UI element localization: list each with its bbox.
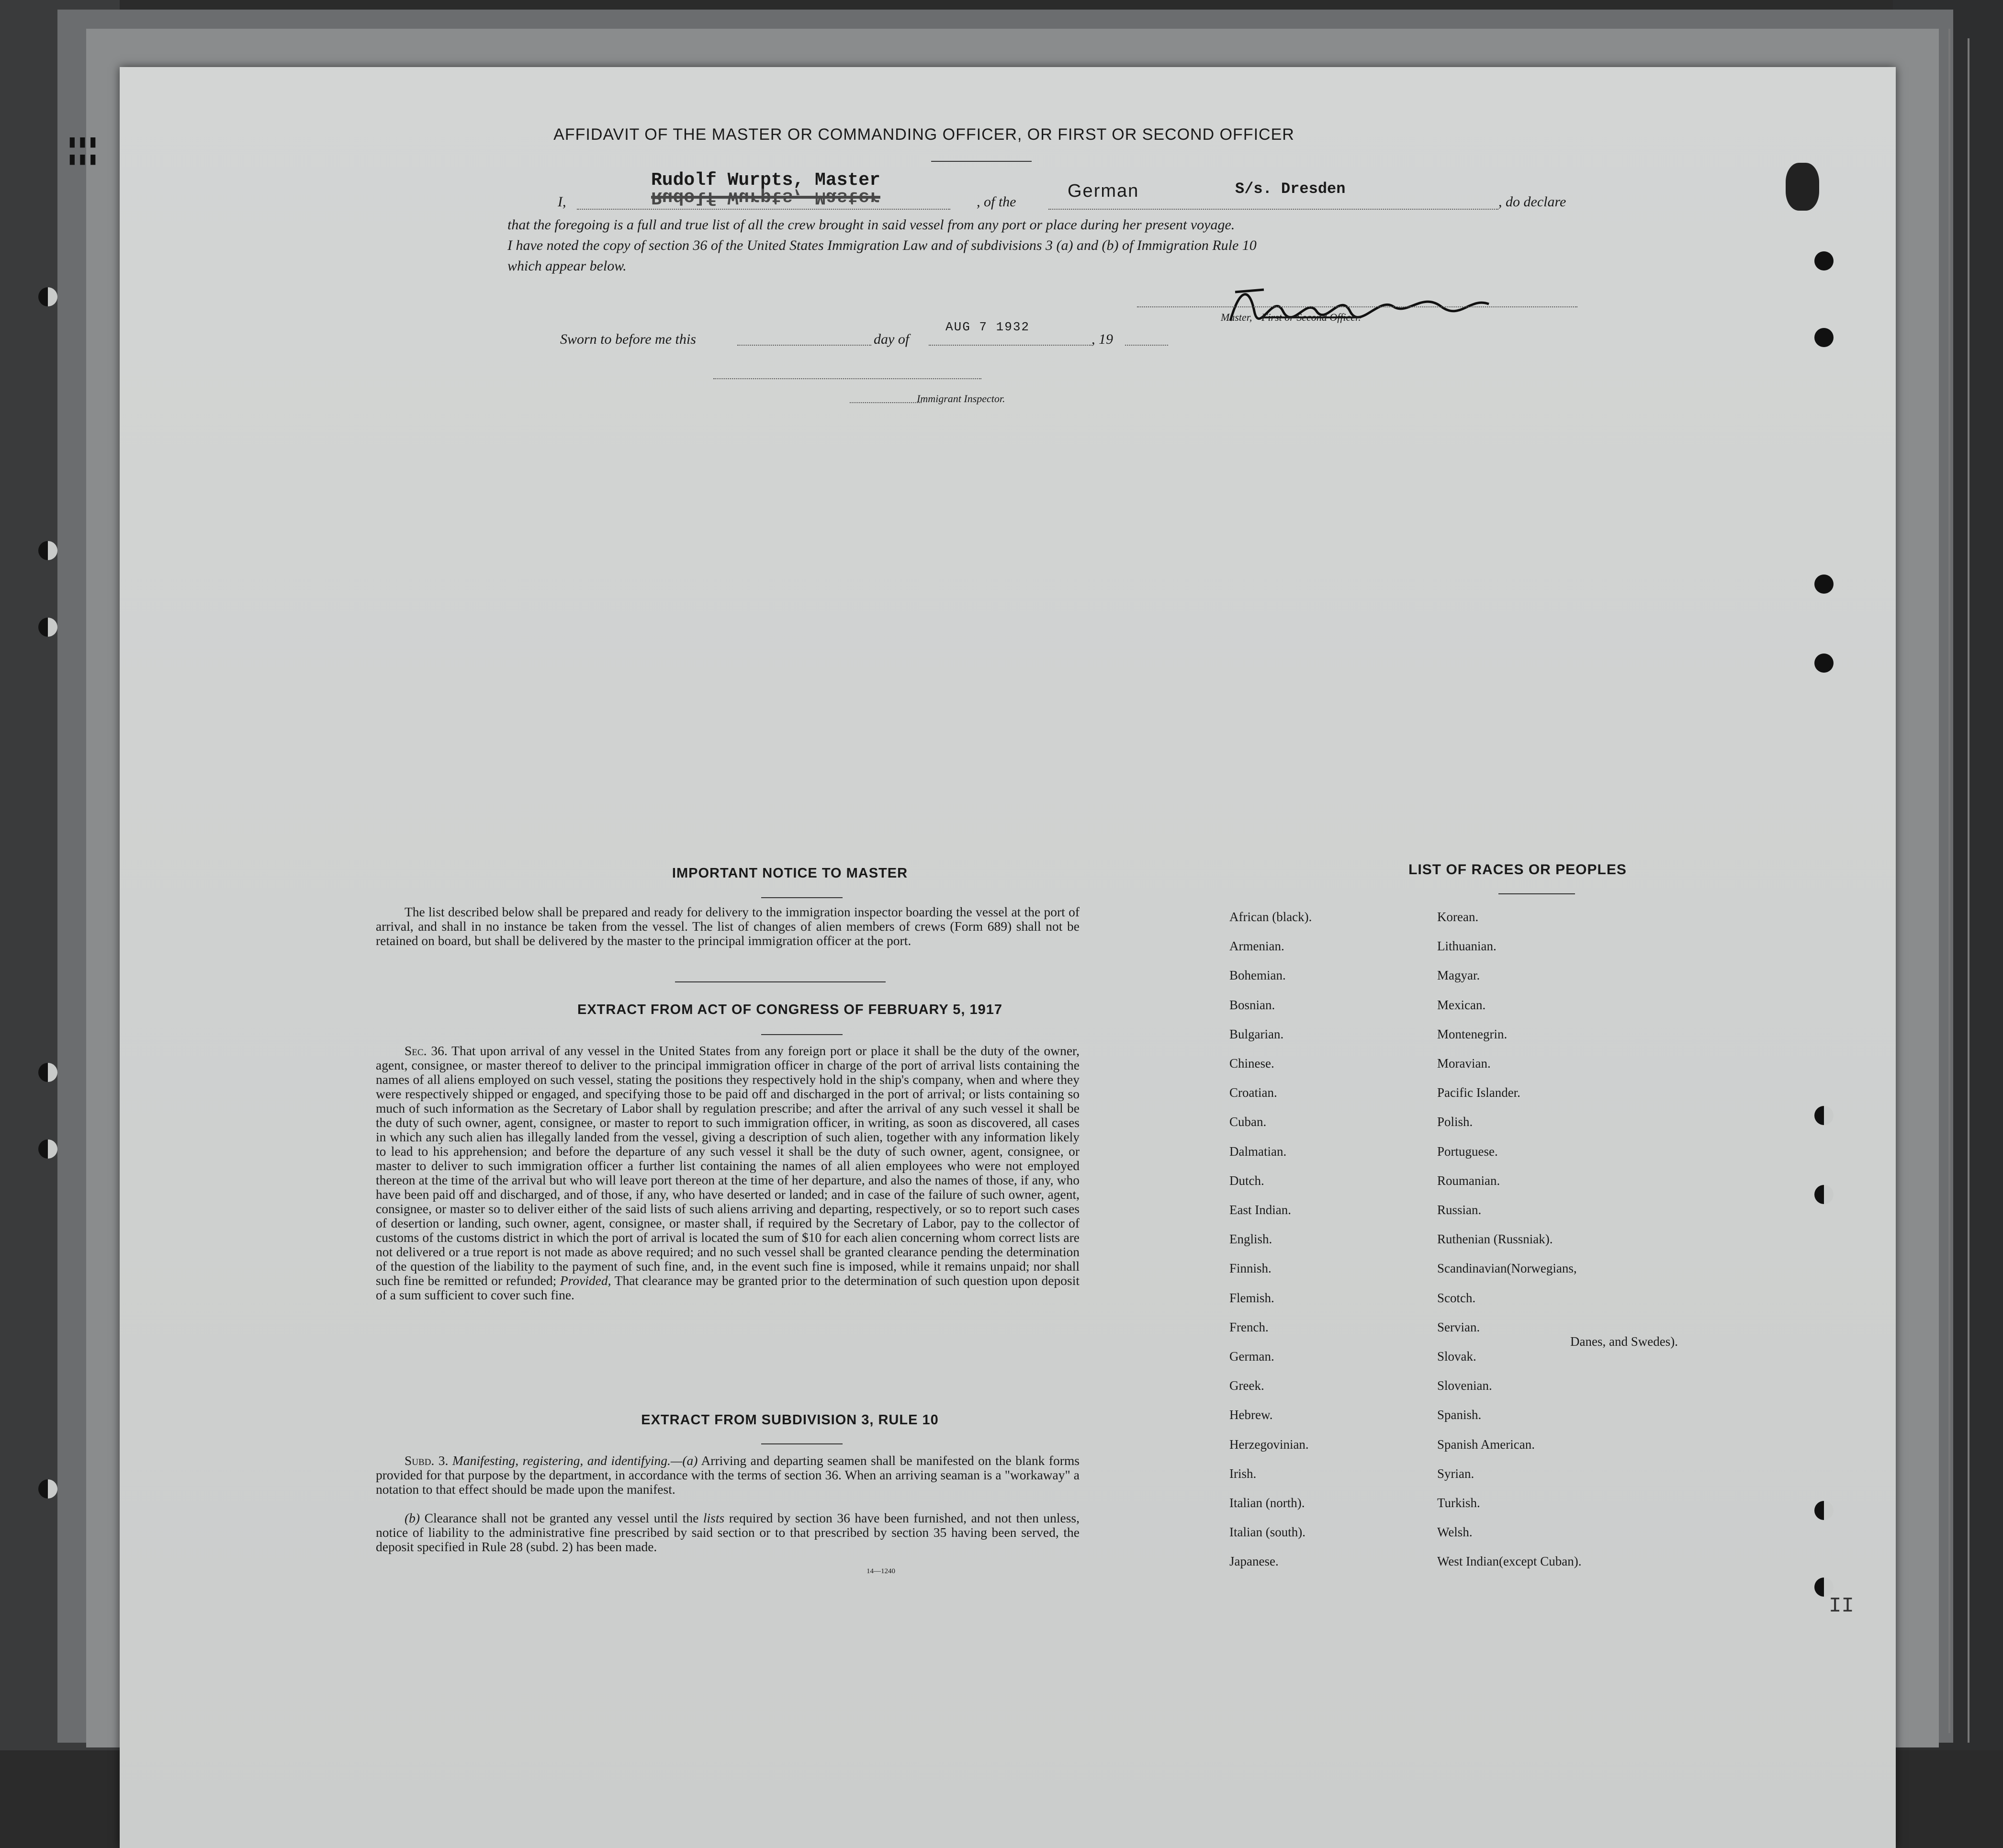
act-provided: Provided, (560, 1273, 611, 1288)
punch-hole (1814, 328, 1834, 347)
affidavit-i-label: I, (558, 194, 566, 210)
manifest-page (120, 67, 1896, 1848)
notice-divider (675, 981, 886, 982)
inspector-label: Immigrant Inspector. (917, 393, 1005, 405)
rule-a-body (376, 1454, 1080, 1497)
title-rule (931, 161, 1032, 162)
punch-hole (38, 287, 57, 306)
master-name: Rudolf Wurpts, Master (651, 170, 880, 191)
race-item: Dutch. (1229, 1173, 1264, 1188)
race-item: Dalmatian. (1229, 1144, 1287, 1159)
race-item: Bosnian. (1229, 997, 1275, 1012)
race-item: Russian. (1437, 1203, 1482, 1217)
notice-title: IMPORTANT NOTICE TO MASTER (672, 866, 908, 881)
punch-hole (1814, 251, 1834, 270)
race-item: Armenian. (1229, 939, 1284, 954)
act-text: That upon arrival of any vessel in the United States from any foreign port or place it shall be the duty of the owner, agent, consignee, or master thereof to deliver to the principal immigration officer in charge of the port of arrival lists containing the names of all aliens employed on such vessel, stating the positions they respectively hold in the ship's company, when and where they were respectively shipped or engaged, and specifying those to be paid off and discharged in the port of arrival; or lists containing so much of such information as the Secretary of Labor shall by regulation prescribe; and after the arrival of any such vessel it shall be the duty of such owner, agent, consignee, or master to report to such immigration officer, in writing, as soon as discovered, all cases in which any such alien has illegally landed from the vessel, giving a description of such alien, together with any information likely to lead to his apprehension; and before the departure of any such vessel it shall be the duty of such owner, agent, consignee, or master to deliver to such immigration officer a further list containing the names of all alien employees who were not employed thereon at the time of the arrival but who will leave port thereon at the time of her departure, and also the names of those, if any, who have been paid off and discharged, and of those, if any, who have deserted or landed; and in case of the failure of such owner, agent, consignee, or master so to deliver either of the said lists of such aliens arriving and departing, respectively, or so to report such cases of desertion or landing, such owner, agent, consignee, or master shall, if required by the Secretary of Labor, pay to the collector of customs of the customs district in which the port of arrival is located the sum of $10 for each alien concerning whom correct lists are not delivered or a true report is not made as above required; and no such vessel shall be granted clearance pending the determination of the question of the liability to the payment of such fine, and, in the event such fine is imposed, while it remains unpaid; nor shall such fine be remitted or refunded; (376, 1043, 1080, 1288)
punch-hole (1814, 654, 1834, 673)
act-body (376, 1044, 1080, 1302)
races-title: LIST OF RACES OR PEOPLES (1408, 862, 1627, 878)
notice-rule (761, 897, 843, 898)
margin-stamp: ▮▮▮ ▮▮▮ (67, 133, 99, 169)
affidavit-line-2: that the foregoing is a full and true list of all the crew brought in said vessel from any port or place during her present voyage. (507, 217, 1235, 233)
inspector-line-1 (713, 378, 981, 379)
sworn-day-line (737, 345, 871, 346)
inspector-line-2 (850, 402, 922, 403)
race-item: Greek. (1229, 1378, 1264, 1393)
race-item: Japanese. (1229, 1554, 1279, 1569)
race-item: Spanish American. (1437, 1437, 1535, 1452)
race-item: English. (1229, 1232, 1272, 1247)
race-item: East Indian. (1229, 1203, 1291, 1217)
affidavit-title: AFFIDAVIT OF THE MASTER OR COMMANDING OFFICER, OR FIRST OR SECOND OFFICER (553, 125, 1294, 144)
race-item: Lithuanian. (1437, 939, 1497, 954)
master-label: Master, (1221, 311, 1252, 323)
rule-rule (761, 1443, 843, 1444)
declare-label: , do declare (1498, 194, 1566, 210)
sheet-edge (1948, 29, 1950, 1733)
race-item: Mexican. (1437, 997, 1486, 1012)
officer-struck: First or Second Officer. (1261, 311, 1361, 323)
sworn-label: Sworn to before me this (560, 331, 696, 347)
race-item: Moravian. (1437, 1056, 1491, 1070)
race-item: West Indian(except Cuban). (1437, 1554, 1582, 1569)
race-item: Slovenian. (1437, 1378, 1492, 1393)
punch-hole (38, 1479, 57, 1499)
affidavit-line-3: I have noted the copy of section 36 of the United States Immigration Law and of subdivisions 3 (a) and (b) of Immigration Rule 10 (507, 237, 1257, 253)
race-item: Scotch. (1437, 1290, 1476, 1305)
race-item: Chinese. (1229, 1056, 1274, 1070)
year-label: , 19 (1092, 331, 1113, 347)
act-rule (761, 1034, 843, 1035)
race-item: Welsh. (1437, 1525, 1473, 1540)
corner-mark: II (1829, 1594, 1854, 1618)
race-item: Bohemian. (1229, 968, 1286, 983)
race-item: Pacific Islander. (1437, 1085, 1520, 1100)
of-the-label: , of the (977, 194, 1016, 210)
sheet-edge (1968, 38, 1969, 1743)
punch-hole (38, 541, 57, 560)
act-title: EXTRACT FROM ACT OF CONGRESS OF FEBRUARY 5, 1917 (577, 1002, 1003, 1017)
race-item: Herzegovinian. (1229, 1437, 1309, 1452)
race-item: Italian (north). (1229, 1496, 1305, 1510)
race-item: African (black). (1229, 910, 1312, 924)
notice-body: The list described below shall be prepared and ready for delivery to the immigration inspector boarding the vessel at the port of arrival, and shall in no instance be taken from the vessel. The list of changes of alien members of crews (Form 689) shall not be retained on board, but shall be delivered by the master to the principal immigration officer at the port. (376, 904, 1080, 948)
year-line (1125, 345, 1168, 346)
master-name-struck: Rudolf Wurpts, Master (651, 187, 880, 207)
vessel-name: S/s. Dresden (1235, 180, 1346, 198)
date-stamp: AUG 7 1932 (945, 320, 1030, 334)
race-item: Ruthenian (Russniak). (1437, 1232, 1553, 1247)
race-item: Portuguese. (1437, 1144, 1498, 1159)
punch-hole (1814, 1106, 1834, 1125)
punch-hole (38, 1139, 57, 1159)
signature-line (1137, 306, 1577, 307)
race-item: Scandinavian(Norwegians, (1437, 1261, 1577, 1276)
sworn-month-line (929, 345, 1092, 346)
punch-hole (1814, 1578, 1834, 1597)
rule-b-body (376, 1511, 1080, 1554)
act-section: Sec. 36. (405, 1043, 448, 1058)
race-item: Finnish. (1229, 1261, 1272, 1276)
punch-hole (38, 1063, 57, 1082)
form-number: 14—1240 (866, 1567, 895, 1575)
race-item: Spanish. (1437, 1408, 1482, 1422)
vessel-line (1048, 209, 1498, 210)
race-item: Croatian. (1229, 1085, 1277, 1100)
race-item: Flemish. (1229, 1290, 1274, 1305)
race-item: Slovak. (1437, 1349, 1476, 1363)
rule-b-lists: lists (703, 1510, 725, 1525)
punch-hole (1814, 1501, 1834, 1520)
race-item-continued: Danes, and Swedes). (1570, 1334, 1678, 1349)
race-item: Cuban. (1229, 1115, 1267, 1129)
race-item: Magyar. (1437, 968, 1480, 983)
race-item: Korean. (1437, 910, 1479, 924)
race-item: Turkish. (1437, 1496, 1480, 1510)
race-item: Syrian. (1437, 1466, 1474, 1481)
race-item: German. (1229, 1349, 1274, 1363)
punch-hole (1814, 575, 1834, 594)
race-item: Irish. (1229, 1466, 1257, 1481)
rule-subd-title: Manifesting, registering, and identifying.—(a) (452, 1453, 698, 1468)
race-item: Polish. (1437, 1115, 1473, 1129)
day-of-label: day of (874, 331, 910, 347)
nationality-value: German (1068, 181, 1139, 201)
races-rule (1498, 893, 1575, 894)
race-item: Roumanian. (1437, 1173, 1500, 1188)
race-item: Servian. (1437, 1319, 1480, 1334)
race-item: Hebrew. (1229, 1408, 1273, 1422)
race-item: Italian (south). (1229, 1525, 1305, 1540)
act-tail: That clearance may be granted prior to the determination of such question upon deposit of a sum sufficient to cover such fine. (376, 1273, 1080, 1302)
rule-title: EXTRACT FROM SUBDIVISION 3, RULE 10 (641, 1412, 939, 1428)
race-item: Montenegrin. (1437, 1026, 1508, 1041)
torn-corner (1786, 163, 1819, 211)
race-item: Bulgarian. (1229, 1026, 1284, 1041)
punch-hole (1814, 1185, 1834, 1204)
rule-a-text: Arriving and departing seamen shall be manifested on the blank forms provided for that purpose by the department, in accordance with the terms of section 36. When an arriving seaman is a "workaway" a notation to that effect should be made upon the manifest. (376, 1453, 1080, 1497)
rule-b-text-2: required by section 36 have been furnished, and not then unless, notice of liability to the administrative fine prescribed by said section or to that prescribed by section 35 having been served, the deposit specified in Rule 28 (subd. 2) has been made. (376, 1510, 1080, 1554)
rule-b-label: (b) (405, 1510, 420, 1525)
race-item: French. (1229, 1319, 1269, 1334)
rule-subd: Subd. 3. (405, 1453, 449, 1468)
name-line (577, 209, 950, 210)
rule-b-text-1: Clearance shall not be granted any vessel until the (424, 1510, 699, 1525)
affidavit-line-4: which appear below. (507, 258, 627, 274)
punch-hole (38, 618, 57, 637)
